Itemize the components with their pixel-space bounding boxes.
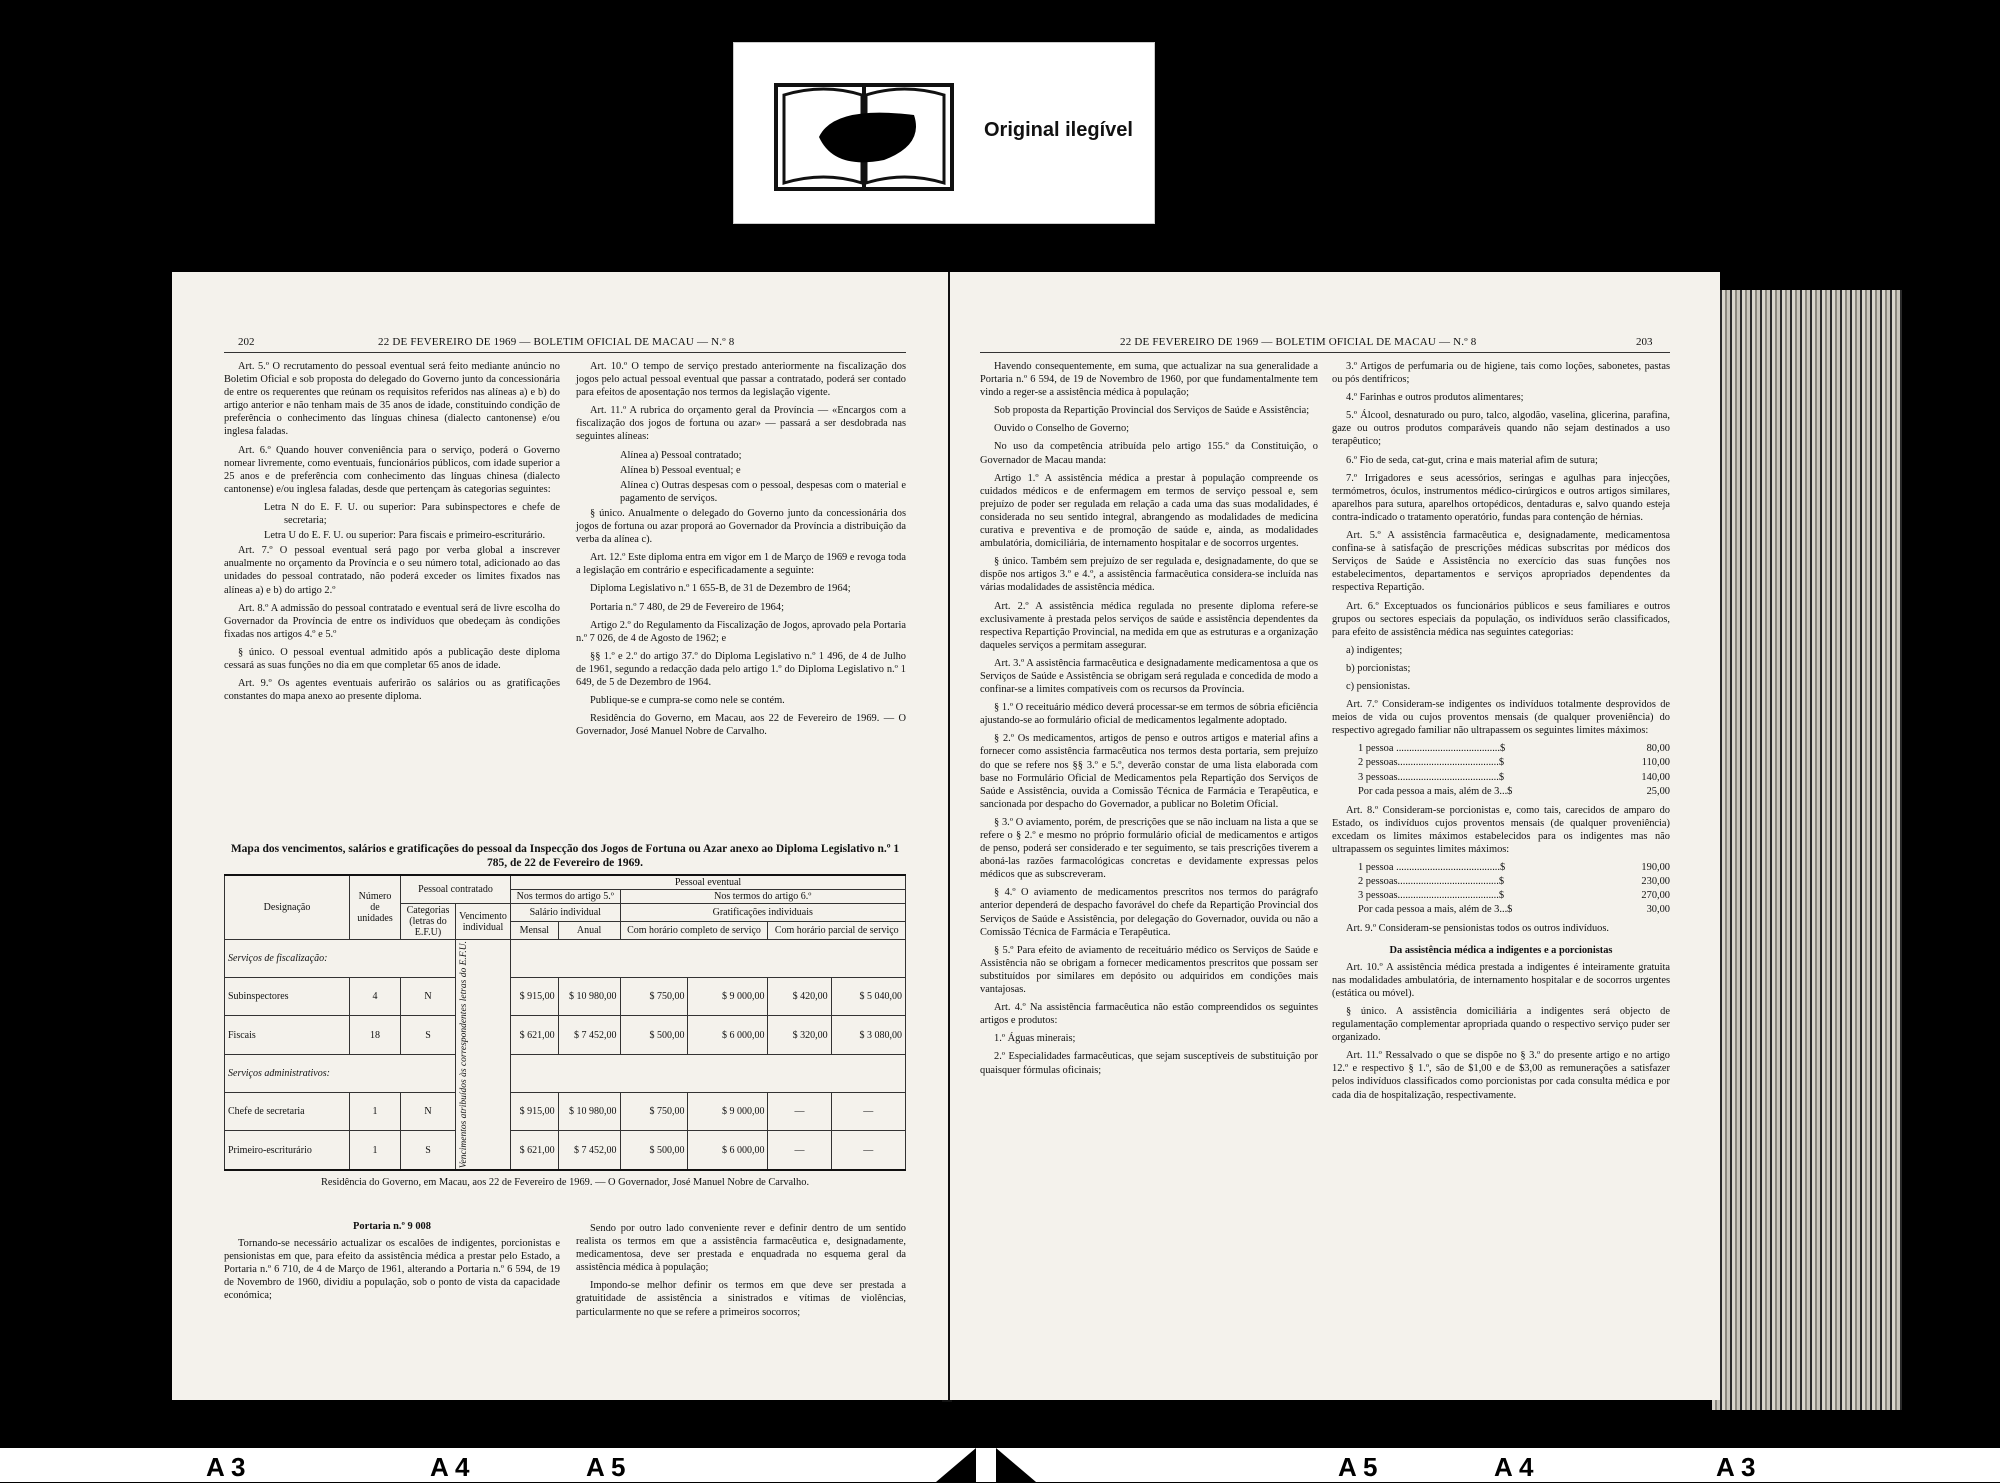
film-mark: A 4 bbox=[1494, 1452, 1534, 1482]
left-column-2 bbox=[576, 360, 906, 743]
article: § único. Anualmente o delegado do Governo junto da concessionária dos jogos de fortuna ou azar proporá ao Governador da Província a distribuição da verba da alínea c). bbox=[576, 507, 906, 546]
article: Art. 8.º Consideram-se porcionistas e, como tais, carecidos de amparo do Estado, os indivíduos cujos proventos mensais (de qualquer proveniência) excedam os limites máximos estabelecidos para os indigentes mas não ultrapassem os seguintes limites máximos: bbox=[1332, 804, 1670, 855]
table-row bbox=[225, 1131, 906, 1171]
cell: $ 5 040,00 bbox=[831, 978, 905, 1016]
article: Art. 12.º Este diploma entra em vigor em 1 de Março de 1969 e revoga toda a legislação em contrário e especificadamente a seguinte: bbox=[576, 552, 906, 577]
alinea: Alínea b) Pessoal eventual; e bbox=[620, 464, 741, 476]
letter-item: Letra U do E. F. U. ou superior: Para fiscais e primeiro-escriturário. bbox=[264, 530, 546, 542]
article: Art. 9.º Consideram-se pensionistas todos os outros indivíduos. bbox=[1346, 923, 1609, 935]
portaria-column-1 bbox=[224, 1212, 560, 1308]
cell: $ 915,00 bbox=[511, 978, 559, 1016]
limit-row: 3 pessoas.......................................$ 140,00 bbox=[1358, 771, 1670, 783]
stamp-label: Original ilegível bbox=[984, 119, 1133, 141]
cell: $ 10 980,00 bbox=[558, 978, 620, 1016]
col-header: Pessoal contratado bbox=[401, 875, 511, 904]
cell: Subinspectores bbox=[225, 978, 350, 1016]
article: Art. 2.º A assistência médica regulada no presente diploma refere-se exclusivamente à prestada pelos serviços de saúde e assistência dependentes da respectiva Repartição Provincial, na medida em que as estruturas e a organização daqueles serviços a permitam assegurar. bbox=[980, 600, 1318, 651]
article: § 2.º Os medicamentos, artigos de penso e outros artigos e material afins a fornecer como assistência farmacêutica nos termos desta portaria, sem prejuízo do que se refere nos §§ 3.º e 5.º, deverão constar de uma lista elaborada com base no Formulário Oficial de Medicamentos pela Repartição dos Serviços de Saúde e Assistência, ouvida a Comissão Técnica de Farmácia e Terapêutica, e sancionada por despacho do Governador, a publicar no Boletim Oficial. bbox=[980, 733, 1318, 810]
cell: $ 750,00 bbox=[620, 1092, 688, 1130]
salary-map bbox=[224, 842, 906, 1188]
cell: 1 bbox=[350, 1131, 401, 1171]
limit-row: 2 pessoas.......................................$ 110,00 bbox=[1358, 757, 1670, 769]
article: Art. 9.º Os agentes eventuais auferirão os salários ou as gratificações constantes do mapa anexo ao presente diploma. bbox=[224, 678, 560, 703]
cell: $ 320,00 bbox=[768, 1016, 831, 1054]
article: Art. 10.º A assistência médica prestada a indigentes é inteiramente gratuita nas modalidades ambulatória, de internamento hospitalar e de socorros urgentes (estática ou móvel). bbox=[1332, 961, 1670, 999]
list-item: 2.º Especialidades farmacêuticas, que sejam susceptíveis de substituição por quaisquer fórmulas oficinais; bbox=[980, 1051, 1318, 1076]
article: Art. 11.º A rubrica do orçamento geral da Província — «Encargos com a fiscalização dos jogos de fortuna ou azar» — passará a ser desdobrada nas seguintes alíneas: bbox=[576, 405, 906, 443]
triangle-markers-icon bbox=[936, 1448, 1056, 1482]
col-header: Salário individual bbox=[511, 904, 621, 922]
preamble: Tornando-se necessário actualizar os escalões de indigentes, porcionistas e pensionistas em que, para efeito da assistência médica a prestar pelo Estado, a Portaria n.º 6 710, de 4 de Março de 1961, alterando a Portaria n.º 6 594, de 19 de Novembro de 1960, dividiu a população, sob o ponto de vista da capacidade económica; bbox=[224, 1238, 560, 1302]
article: Art. 7.º Consideram-se indigentes os indivíduos totalmente desprovidos de meios de vida ou cujos proventos mensais (de qualquer proveniência) do respectivo agregado familiar não ultrapassem os seguintes limites máximos: bbox=[1332, 699, 1670, 737]
article: Art. 6.º Quando houver conveniência para o serviço, poderá o Governo nomear livremente, como eventuais, funcionários públicos, com idade superior a 25 anos e de preferência com conhecimento das línguas chinesa (dialecto cantonense) e/ou inglesa faladas, desde que pertençam às categorias seguintes: bbox=[224, 444, 560, 495]
article: Art. 11.º Ressalvado o que se dispõe no § 3.º do presente artigo e no artigo 12.º e respectivo § 1.º, são de $1,00 e de $3,00 as remunerações a satisfazer pelos indivíduos classificados como porcionistas por cada consulta médica e por cada dia de hospitalização, respectivamente. bbox=[1332, 1050, 1670, 1101]
article: Art. 5.º O recrutamento do pessoal eventual será feito mediante anúncio no Boletim Oficial e sob proposta do delegado do Governo junto da concessionária de entre os requerentes que reúnam os requisitos referidos nas alíneas a) e b) do artigo anterior e não tenham mais de 35 anos de idade, constituindo condição de preferência o conhecimento das línguas chinesa (dialecto cantonense) e/ou inglesa faladas. bbox=[224, 361, 560, 438]
col-header: Anual bbox=[558, 922, 620, 940]
article: Art. 7.º O pessoal eventual será pago por verba global a inscrever anualmente no orçamento da Província e o seu número total, adicionado ao das unidades do pessoal contratado, não poderá exceder os limites fixados nas alíneas a) e b) do artigo 2.º bbox=[224, 545, 560, 596]
table-row bbox=[225, 1016, 906, 1054]
article: Art. 8.º A admissão do pessoal contratado e eventual será de livre escolha do Governador da Província de entre os indivíduos que obedeçam às condições fixadas nos artigos 4.º e 5.º bbox=[224, 602, 560, 640]
cell: $ 621,00 bbox=[511, 1131, 559, 1171]
col-header: Com horário completo de serviço bbox=[620, 922, 768, 940]
salary-table bbox=[224, 874, 906, 1171]
preamble: Havendo consequentemente, em suma, que actualizar na sua generalidade a Portaria n.º 6 594, de 19 de Novembro de 1960, por que fundamentalmente tem vindo a reger-se a assistência médica à população; bbox=[980, 361, 1318, 399]
cell: $ 7 452,00 bbox=[558, 1016, 620, 1054]
category: a) indigentes; bbox=[1346, 644, 1403, 656]
section-heading: Da assistência médica a indigentes e a porcionistas bbox=[1389, 944, 1613, 956]
revoked-item: Portaria n.º 7 480, de 29 de Fevereiro de 1964; bbox=[590, 601, 784, 613]
limit-row: 1 pessoa ........................................$ 190,00 bbox=[1358, 862, 1670, 874]
list-item: 6.º Fio de seda, cat-gut, crina e mais material afim de sutura; bbox=[1346, 454, 1598, 466]
list-item: 4.º Farinhas e outros produtos alimentares; bbox=[1346, 392, 1524, 404]
cell: $ 7 452,00 bbox=[558, 1131, 620, 1171]
article: Art. 5.º A assistência farmacêutica e, designadamente, medicamentosa confina-se à satisfação de prescrições médicas subscritas por médicos dos Serviços de Saúde e Assistência no exercício das suas funções nos estabelecimentos, departamentos e serviços apropriados dependentes da respectiva Repartição. bbox=[1332, 530, 1670, 594]
cell: Primeiro-escriturário bbox=[225, 1131, 350, 1171]
preamble: No uso da competência atribuída pelo artigo 155.º da Constituição, o Governador de Macau manda: bbox=[980, 441, 1318, 466]
col-header: Pessoal eventual bbox=[511, 875, 906, 890]
film-mark: A 4 bbox=[430, 1452, 470, 1482]
film-mark: A 3 bbox=[206, 1452, 246, 1482]
cell: $ 750,00 bbox=[620, 978, 688, 1016]
col-header: Gratificações individuais bbox=[620, 904, 905, 922]
table-row bbox=[225, 978, 906, 1016]
article: § 4.º O aviamento de medicamentos prescritos nos termos do parágrafo anterior dependerá de despacho favorável do chefe da Repartição Provincial dos Serviços de Saúde e Assistência, por delegação do Governador, ouvida ou não a Comissão Técnica de Farmácia e Terapêutica. bbox=[980, 887, 1318, 938]
article: § único. A assistência domiciliária a indigentes será objecto de regulamentação complementar apropriada quando o respectivo serviço puder ser organizado. bbox=[1332, 1005, 1670, 1044]
cell: S bbox=[401, 1131, 456, 1171]
article: § único. Também sem prejuízo de ser regulada e, designadamente, do que se dispõe nos artigos 3.º e 4.º, a assistência farmacêutica considera-se incluída nas várias modalidades de assistência médica. bbox=[980, 556, 1318, 594]
col-header: Nos termos do artigo 6.º bbox=[620, 890, 905, 904]
cell: $ 420,00 bbox=[768, 978, 831, 1016]
map-signature: Residência do Governo, em Macau, aos 22 de Fevereiro de 1969. — O Governador, José Manuel Nobre de Carvalho. bbox=[320, 1177, 810, 1189]
article: § 5.º Para efeito de aviamento de receituário médico os Serviços de Saúde e Assistência não se obrigam a fornecer medicamentos prescritos que possam ser substituídos por similares em depósito ou adquiridos em condições mais vantajosas. bbox=[980, 944, 1318, 996]
cell: — bbox=[831, 1092, 905, 1130]
open-book-icon bbox=[774, 75, 954, 195]
cell: Fiscais bbox=[225, 1016, 350, 1054]
list-item: 1.º Águas minerais; bbox=[994, 1033, 1076, 1045]
right-column-1 bbox=[980, 360, 1318, 1082]
cell: 18 bbox=[350, 1016, 401, 1054]
cell: $ 621,00 bbox=[511, 1016, 559, 1054]
col-header: Mensal bbox=[511, 922, 559, 940]
revoked-item: Artigo 2.º do Regulamento da Fiscalização de Jogos, aprovado pela Portaria n.º 7 026, de 4 de Agosto de 1962; e bbox=[576, 619, 907, 644]
article: Art. 3.º A assistência farmacêutica e designadamente medicamentosa a que os Serviços de Saúde e Assistência se obrigam será regulada e concedida de modo a confinar-se a limites compatíveis com os recursos da Província. bbox=[980, 657, 1318, 696]
category: c) pensionistas. bbox=[1346, 680, 1411, 692]
cell: N bbox=[401, 1092, 456, 1130]
map-title: Mapa dos vencimentos, salários e gratificações do pessoal da Inspecção dos Jogos de Fortuna ou Azar anexo ao Diploma Legislativo n.º 1 785, de 22 de Fevereiro de 1969. bbox=[230, 843, 900, 869]
col-header: Categorias (letras do E.F.U) bbox=[401, 904, 456, 940]
cell: 1 bbox=[350, 1092, 401, 1130]
limit-row: Por cada pessoa a mais, além de 3...$ 25,00 bbox=[1358, 785, 1670, 797]
cell: $ 9 000,00 bbox=[688, 1092, 768, 1130]
preamble: Ouvido o Conselho de Governo; bbox=[994, 423, 1130, 435]
cell: — bbox=[831, 1131, 905, 1171]
cell: S bbox=[401, 1016, 456, 1054]
limit-row: Por cada pessoa a mais, além de 3...$ 30,00 bbox=[1358, 904, 1670, 916]
cell: — bbox=[768, 1092, 831, 1130]
page-number: 203 bbox=[1636, 336, 1653, 348]
revoked-item: Diploma Legislativo n.º 1 655-B, de 31 de Dezembro de 1964; bbox=[590, 583, 851, 595]
left-page bbox=[172, 272, 948, 1400]
section-label: Serviços de fiscalização: bbox=[225, 940, 456, 978]
preamble: Sob proposta da Repartição Provincial dos Serviços de Saúde e Assistência; bbox=[994, 405, 1310, 417]
portaria-title: Portaria n.º 9 008 bbox=[353, 1221, 431, 1232]
cell: — bbox=[768, 1131, 831, 1171]
signature-line: Residência do Governo, em Macau, aos 22 de Fevereiro de 1969. — O Governador, José Manuel Nobre de Carvalho. bbox=[576, 713, 906, 738]
running-head: 22 DE FEVEREIRO DE 1969 — BOLETIM OFICIAL DE MACAU — N.º 8 bbox=[378, 336, 735, 348]
preamble: Sendo por outro lado conveniente rever e definir dentro de um sentido realista os termos em que a assistência farmacêutica e, designadamente, medicamentosa, deve ser prestada e enquadrada no esquema geral da assistência médica à população; bbox=[576, 1223, 906, 1274]
col-header: Com horário parcial de serviço bbox=[768, 922, 906, 940]
col-header: Nos termos do artigo 5.º bbox=[511, 890, 621, 904]
film-mark: A 3 bbox=[1716, 1452, 1756, 1482]
limit-row: 2 pessoas.......................................$ 230,00 bbox=[1358, 876, 1670, 888]
right-page bbox=[950, 272, 1720, 1400]
revoked-item: §§ 1.º e 2.º do artigo 37.º do Diploma Legislativo n.º 1 496, de 4 de Julho de 1961, segundo a redacção dada pelo artigo 1.º do Diploma Legislativo n.º 1 649, de 5 de Dezembro de 1964. bbox=[576, 650, 906, 688]
vertical-note: Vencimentos atribuídos às correspondentes letras do E.F.U. bbox=[459, 941, 469, 1169]
left-column-1 bbox=[224, 360, 560, 708]
right-column-2 bbox=[1332, 360, 1670, 1107]
article: Artigo 1.º A assistência médica a prestar à população compreende os cuidados médicos e de enfermagem em termos de serviço pessoal e, sem prejuízo de poder ser regulada em relação a cada uma das suas modalidades, é considerada no seu sentido integral, abrangendo as modalidades de medicina curativa e preventiva e de promoção de saúde e, ainda, as modalidades ambulatória, domiciliária, de internamento hospitalar e de socorros urgentes. bbox=[980, 472, 1318, 550]
col-header: Vencimento individual bbox=[456, 904, 511, 940]
film-mark: A 5 bbox=[1338, 1452, 1378, 1482]
cell: $ 500,00 bbox=[620, 1131, 688, 1171]
cell: N bbox=[401, 978, 456, 1016]
list-item: 3.º Artigos de perfumaria ou de higiene, tais como loções, sabonetes, pastas ou pós dentífricos; bbox=[1332, 361, 1670, 386]
section-label: Serviços administrativos: bbox=[225, 1054, 456, 1092]
cell: $ 500,00 bbox=[620, 1016, 688, 1054]
portaria-column-2 bbox=[576, 1222, 906, 1324]
cell: Chefe de secretaria bbox=[225, 1092, 350, 1130]
illegible-original-stamp bbox=[733, 42, 1155, 224]
article: § 3.º O aviamento, porém, de prescrições que se não incluam na lista a que se refere o § 2.º e mesmo no próprio formulário oficial de medicamentos e artigos de penso, poderá ser considerado e ter seguimento, se tais prescrições tiverem a aboná-las razões farmacológicas concretas e devidamente expressas pelos médicos que as subscreveram. bbox=[980, 816, 1318, 881]
table-row bbox=[225, 1092, 906, 1130]
list-item: 5.º Álcool, desnaturado ou puro, talco, algodão, vaselina, glicerina, parafina, gaze ou outros produtos comparáveis quando não sejam destinados a uso terapêutico; bbox=[1332, 410, 1670, 448]
cell: $ 6 000,00 bbox=[688, 1016, 768, 1054]
cell: 4 bbox=[350, 978, 401, 1016]
article: § 1.º O receituário médico deverá processar-se em termos de sóbria eficiência ajustando-se ao formulário oficial de medicamentos legalmente adoptado. bbox=[980, 702, 1318, 727]
article: Art. 6.º Exceptuados os funcionários públicos e seus familiares e outros grupos ou sectores especiais da população, os indivíduos serão classificados, para efeito de assistência médica nas seguintes categorias: bbox=[1332, 600, 1670, 638]
preamble: Impondo-se melhor definir os termos em que deve ser prestada a gratuitidade de assistência a sinistrados e vítimas de violências, particularmente no que se refere a primeiros socorros; bbox=[576, 1280, 906, 1318]
page-number: 202 bbox=[238, 336, 255, 348]
cell: $ 915,00 bbox=[511, 1092, 559, 1130]
page-edges bbox=[1712, 290, 1902, 1410]
cell: $ 9 000,00 bbox=[688, 978, 768, 1016]
cell: $ 6 000,00 bbox=[688, 1131, 768, 1171]
cell: $ 10 980,00 bbox=[558, 1092, 620, 1130]
alinea: Alínea a) Pessoal contratado; bbox=[620, 449, 742, 461]
article: Art. 4.º Na assistência farmacêutica não estão compreendidos os seguintes artigos e produtos: bbox=[980, 1002, 1318, 1027]
category: b) porcionistas; bbox=[1346, 662, 1411, 674]
limit-row: 1 pessoa ........................................$ 80,00 bbox=[1358, 743, 1670, 755]
running-head: 22 DE FEVEREIRO DE 1969 — BOLETIM OFICIAL DE MACAU — N.º 8 bbox=[1120, 336, 1477, 348]
alinea: Alínea c) Outras despesas com o pessoal, despesas com o material e pagamento de serviços. bbox=[620, 479, 906, 504]
article: Art. 10.º O tempo de serviço prestado anteriormente na fiscalização dos jogos pelo actual pessoal eventual que passar a contratado, poderá ser contado para efeitos de aposentação nos termos da legislação vigente. bbox=[576, 361, 906, 399]
article: § único. O pessoal eventual admitido após a publicação deste diploma cessará as suas funções no dia em que completar 65 anos de idade. bbox=[224, 646, 560, 671]
col-header: Designação bbox=[225, 875, 350, 940]
col-header: Número de unidades bbox=[350, 875, 401, 940]
cell: $ 3 080,00 bbox=[831, 1016, 905, 1054]
list-item: 7.º Irrigadores e seus acessórios, seringas e agulhas para injecções, termómetros, óculos, instrumentos médico-cirúrgicos e outros artigos similares, aparelhos para sutura, aparelhos ortopédicos, dentaduras e, salvo quando esteja contra-indicado o tratamento operatório, fundas para contenção de hérnias. bbox=[1332, 472, 1670, 523]
publish-line: Publique-se e cumpra-se como nele se contém. bbox=[590, 695, 785, 707]
limit-row: 3 pessoas.......................................$ 270,00 bbox=[1358, 890, 1670, 902]
film-mark: A 5 bbox=[586, 1452, 626, 1482]
letter-item: Letra N do E. F. U. ou superior: Para subinspectores e chefe de secretaria; bbox=[264, 501, 560, 527]
